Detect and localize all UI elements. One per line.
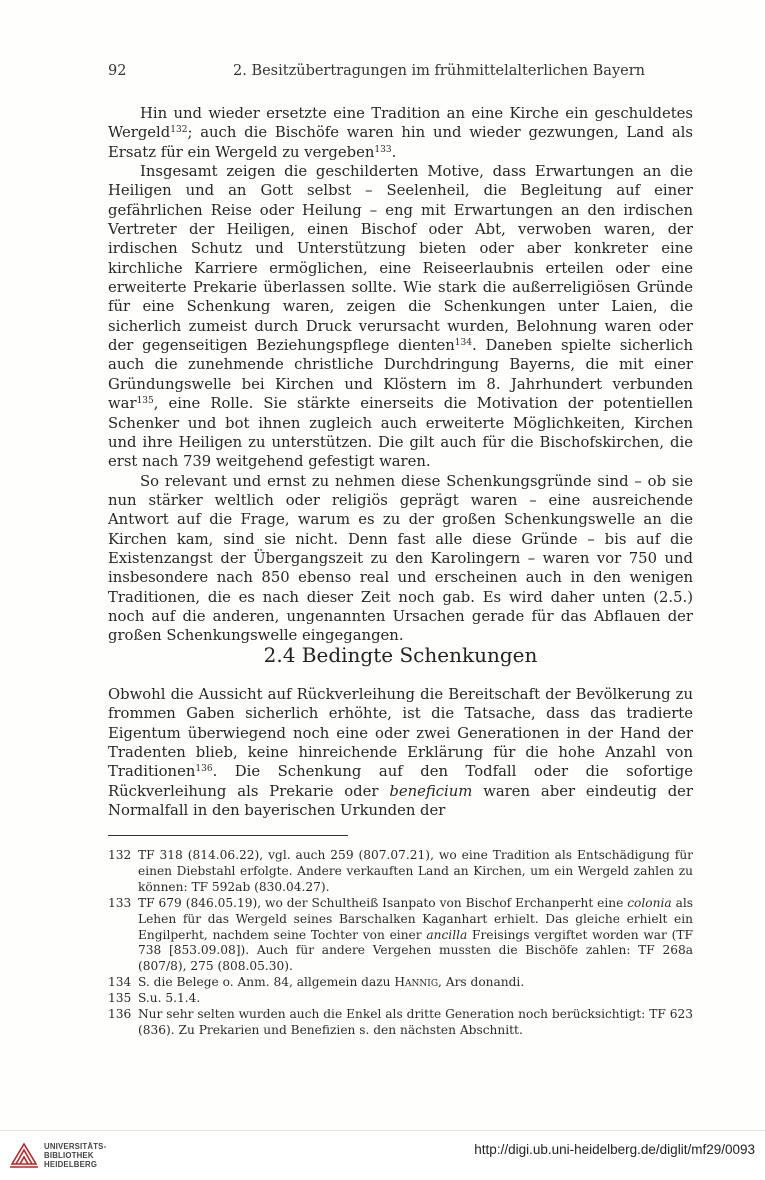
italic-term: colonia	[627, 895, 672, 910]
footnote-132	[108, 848, 693, 896]
running-head: 2. Besitzübertragungen im frühmittelalterlichen Bayern	[233, 63, 645, 79]
footnote-number: 136	[108, 1007, 132, 1022]
footnote-ref[interactable]: 133	[374, 144, 392, 155]
library-seal-icon	[8, 1138, 40, 1170]
section-text	[108, 685, 693, 820]
text-run: Obwohl die Aussicht auf Rückverleihung die Bereitschaft der Bevölkerung zu frommen Gaben sicherlich erhöhte, ist die Tatsache, dass das tradierte Eigentum überwiegend noch eine oder zwei Generationen in der Hand der Tradenten blieb, keine hinreichende Erklärung für die hohe Anzahl von Traditionen	[108, 686, 693, 781]
text-run: , Ars donandi.	[438, 975, 525, 990]
footnote-134	[108, 975, 693, 991]
footnote-136	[108, 1007, 693, 1039]
text-run: .	[391, 143, 397, 161]
paragraph-1	[108, 104, 693, 162]
text-run: ; auch die Bischöfe waren hin und wieder gezwungen, Land als Ersatz für ein Wergeld zu vergeben	[108, 124, 693, 161]
section-heading: 2.4 Bedingte Schenkungen	[263, 643, 538, 667]
text-run: als Lehen für das Wergeld seines Barschalken Kaganhart erhielt. Das gleiche erhielt ein Engilperht, nachdem seine Tochter von einer	[138, 895, 693, 942]
footnote-135	[108, 991, 693, 1007]
footnote-ref[interactable]: 135	[136, 396, 154, 407]
viewer-footer	[0, 1130, 765, 1180]
footnote-number: 135	[108, 991, 132, 1006]
author-name: Hannig	[394, 975, 439, 990]
page-header	[108, 63, 693, 85]
footnote-number: 133	[108, 895, 132, 910]
footnote-number: 134	[108, 975, 132, 990]
italic-term: ancilla	[426, 927, 468, 942]
logo-line: HEIDELBERG	[44, 1160, 98, 1169]
footnotes	[108, 848, 693, 1039]
text-run: S. die Belege o. Anm. 84, allgemein dazu	[138, 975, 395, 990]
page-number: 92	[108, 63, 127, 79]
footnote-ref[interactable]: 136	[195, 764, 213, 775]
text-run: Hin und wieder ersetzte eine Tradition an eine Kirche ein geschuldetes Wergeld	[108, 105, 693, 142]
italic-term: beneficium	[389, 782, 473, 800]
logo-line: UNIVERSITÄTS-	[44, 1142, 107, 1151]
logo-text	[44, 1142, 106, 1169]
footnote-text: TF 318 (814.06.22), vgl. auch 259 (807.07.21), wo eine Tradition als Entschädigung für einen Diebstahl erfolgte. Andere verkauften Land an Kirchen, um ein Wergeld zahlen zu können: TF 592ab (830.04.27).	[138, 848, 693, 894]
university-library-logo[interactable]	[8, 1138, 138, 1174]
paragraph-2	[108, 162, 693, 472]
text-run: . Daneben spielte sicherlich auch die zunehmende christliche Durchdringung Bayerns, die mit einer Gründungswelle bei Kirchen und Klöstern im 8. Jahrhundert verbunden war	[108, 337, 693, 413]
footnote-text: S.u. 5.1.4.	[138, 991, 201, 1006]
footnote-number: 132	[108, 848, 132, 862]
footnote-text: Nur sehr selten wurden auch die Enkel als dritte Generation noch berücksichtigt: TF 623 (836). Zu Prekarien und Benefizien s. den nächsten Abschnitt.	[138, 1007, 693, 1037]
footnote-ref[interactable]: 132	[170, 125, 188, 136]
text-run: waren aber eindeutig der Normalfall in den bayerischen Urkunden der	[108, 782, 693, 820]
text-run: Freisings vergiftet worden war (TF 738 [853.09.08]). Auch für andere Vergehen mussten die Bischöfe zahlen: TF 268a (807/8), 275 (808.05.30).	[138, 927, 693, 974]
footnote-133	[108, 896, 693, 976]
text-run: . Die Schenkung auf den Todfall oder die sofortige Rückverleihung als Prekarie oder	[108, 763, 693, 800]
footnote-divider	[108, 835, 348, 836]
footnote-text	[138, 975, 693, 991]
footnote-text	[138, 896, 693, 976]
paragraph-3: So relevant und ernst zu nehmen diese Schenkungsgründe sind – ob sie nun stärker weltlich oder religiös geprägt waren – eine ausreichende Antwort auf die Frage, warum es zu der großen Schenkungswelle an die Kirchen kam, sind sie nicht. Denn fast alle diese Gründe – bis auf die Existenzangst der Übergangszeit zu den Karolingern – waren vor 750 und insbesondere nach 850 ebenso real und erscheinen auch in den wenigen Traditionen, die es nach dieser Zeit noch gab. Es wird daher unten (2.5.) noch auf die anderen, ungenannten Ursachen gerade für das Abflauen der großen Schenkungswelle eingegangen.	[108, 472, 693, 645]
text-run: TF 679 (846.05.19), wo der Schultheiß Isanpato von Bischof Erchanperht eine	[138, 895, 628, 910]
text-run: , eine Rolle. Sie stärkte einerseits die Motivation der potentiellen Schenker und bot ihnen zugleich auch erweiterte Möglichkeiten, Kirchen und ihre Heiligen zu unterstützen. Die gilt auch für die Bischofskirchen, die erst nach 739 weitgehend gefestigt waren.	[108, 395, 693, 471]
logo-line: BIBLIOTHEK	[44, 1151, 94, 1160]
footnote-ref[interactable]: 134	[454, 338, 472, 349]
text-run: Insgesamt zeigen die geschilderten Motive, dass Erwartungen an die Heiligen und an Gott selbst – Seelenheil, die Begleitung auf einer gefährlichen Reise oder Heilung – eng mit Erwartungen an den irdischen Vertreter der Heiligen, einen Bischof oder Abt, verwoben waren, der irdischen Schutz und Unterstützung bieten oder aber konkreter eine kirchliche Karriere ermöglichen, eine Reiseerlaubnis erteilen oder eine erweiterte Prekarie überlassen sollte. Wie stark die außerreligiösen Gründe für eine Schenkung waren, zeigen die Schenkungen unter Laien, die sicherlich zumeist durch Druck verursacht wurden, Belohnung waren oder der gegenseitigen Beziehungspflege dienten	[108, 163, 693, 355]
section-paragraph-1	[108, 685, 693, 820]
permalink-url[interactable]: http://digi.ub.uni-heidelberg.de/diglit/mf29/0093	[474, 1142, 755, 1157]
main-text	[108, 104, 693, 646]
